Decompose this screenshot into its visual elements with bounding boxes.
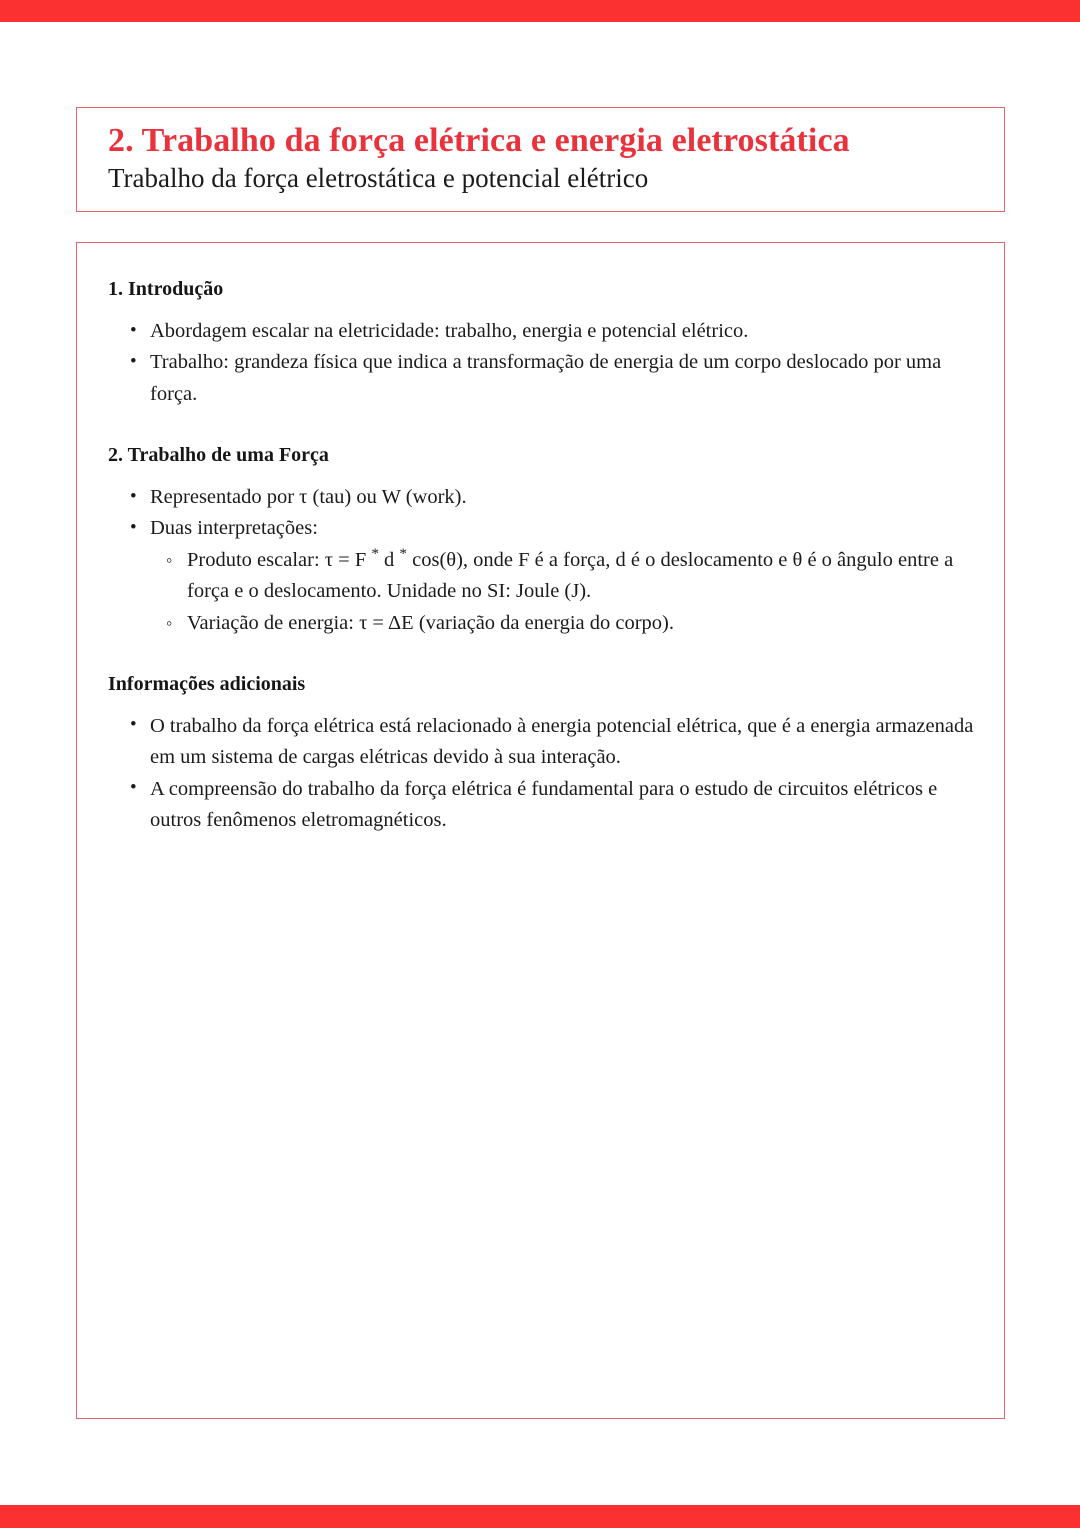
section-heading-trabalho-de-uma-forca: 2. Trabalho de uma Força (108, 444, 329, 467)
formula-prefix: Variação de energia: τ = ΔE (variação da energia do corpo). (187, 611, 674, 634)
list-item: • A compreensão do trabalho da força elétrica é fundamental para o estudo de circuitos elétricos e outros fenômenos eletromagnéticos. (108, 774, 974, 837)
page-subtitle: Trabalho da força eletrostática e potencial elétrico (108, 163, 649, 194)
section-heading-introducao: 1. Introdução (108, 278, 224, 300)
formula-suffix: cos(θ), onde F é a força, d é o deslocamento e θ é o ângulo entre a força e o deslocamento. Unidade no SI: Joule (J). (187, 548, 954, 603)
list-item: • O trabalho da força elétrica está relacionado à energia potencial elétrica, que é a energia armazenada em um sistema de cargas elétricas devido à sua interação. (108, 711, 974, 774)
formula-prefix: Produto escalar: τ = F (187, 548, 372, 571)
asterisk-glyph: * (371, 544, 379, 562)
document-header-content (77, 108, 1004, 194)
section-heading-informacoes-adicionais: Informações adicionais (108, 672, 306, 695)
sub-list-item (150, 545, 974, 608)
list-item: • Abordagem escalar na eletricidade: trabalho, energia e potencial elétrico. (108, 316, 974, 347)
sub-bullet-list (150, 545, 974, 639)
list-item: • Trabalho: grandeza física que indica a transformação de energia de um corpo deslocado por uma força. (108, 347, 974, 410)
bullet-list-trabalho-de-uma-forca (108, 482, 974, 639)
bullet-list-introducao (108, 316, 974, 410)
document-header-box (76, 107, 1005, 212)
document-body-content (77, 243, 1004, 836)
bottom-accent-bar (0, 1505, 1080, 1528)
top-accent-bar (0, 0, 1080, 22)
document-body-box (76, 242, 1005, 1419)
sub-list-item (150, 608, 974, 639)
list-item-label: Duas interpretações: (150, 517, 318, 540)
bullet-list-informacoes-adicionais (108, 711, 974, 836)
page-title: 2. Trabalho da força elétrica e energia eletrostática (108, 122, 850, 159)
list-item (108, 513, 974, 638)
formula-mid: d (378, 548, 400, 571)
list-item: • Representado por τ (tau) ou W (work). (108, 482, 974, 513)
asterisk-glyph: * (399, 544, 407, 562)
